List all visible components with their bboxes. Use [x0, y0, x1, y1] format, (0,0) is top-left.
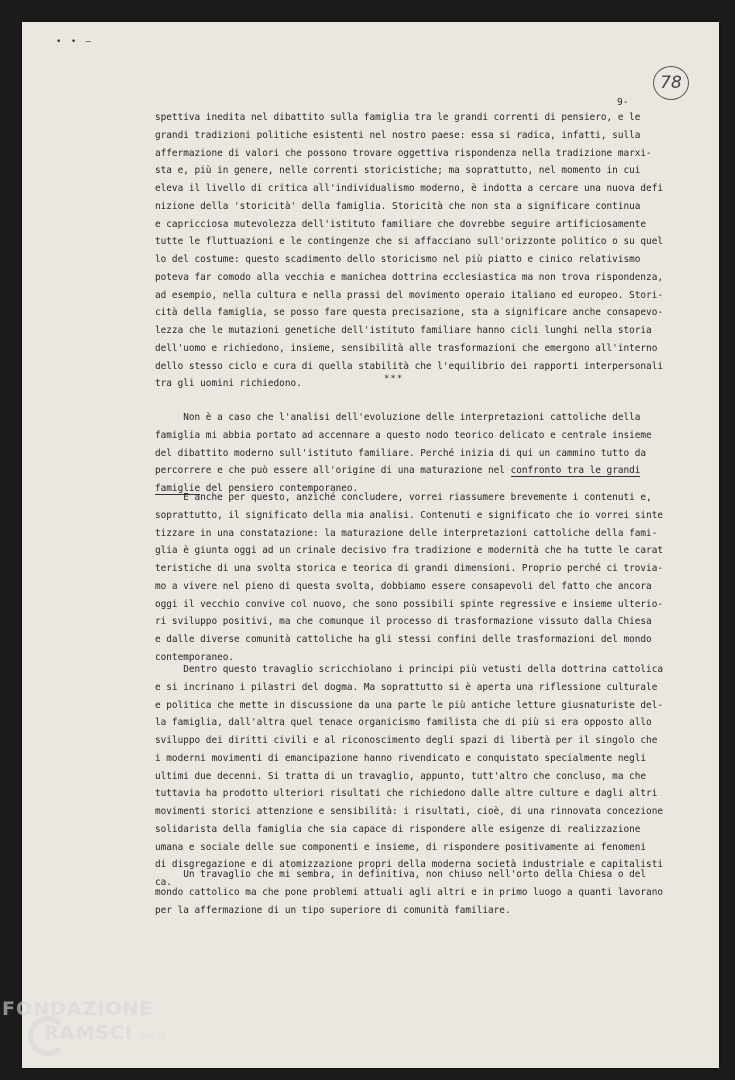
line: dell'uomo e richiedono, insieme, sensibilità alle trasformazioni che emergono all'interno — [155, 342, 658, 354]
line: solidarista della famiglia che sia capace di rispondere alle esigenze di realizzazione — [155, 823, 641, 835]
line: Dentro questo travaglio scricchiolano i principi più vetusti della dottrina cattolica — [155, 664, 663, 675]
line: cità della famiglia, se posso fare questa precisazione, sta a significare anche consapevo- — [155, 307, 663, 319]
line: la famiglia, dall'altra quel tenace organicismo familista che di più si era opposto allo — [155, 717, 652, 729]
section-separator: *** — [384, 374, 404, 384]
line: sta e, più in genere, nelle correnti storicistiche; ma soprattutto, nel momento in cui — [155, 165, 641, 177]
paragraph-1 — [155, 109, 663, 393]
watermark-line-2: RAMSCI onlus — [44, 1022, 166, 1044]
line: tizzare in una constatazione: la maturazione delle interpretazioni cattoliche della fami- — [155, 527, 658, 539]
underlined-phrase: confronto tra le grandi — [510, 465, 641, 477]
line: eleva il livello di critica all'individualismo moderno, è indotta a cercare una nuova defi — [155, 183, 663, 194]
line: poteva far comodo alla vecchia e manichea dottrina ecclesiastica ma non trova rispondenza, — [155, 271, 663, 283]
line: oggi il vecchio convive col nuovo, che sono possibili spinte regressive e insieme ulterio- — [155, 598, 663, 610]
line: teristiche di una svolta storica e teorica di grandi dimensioni. Proprio perché ci trovia- — [155, 563, 663, 574]
line: lo del costume: questo scadimento dello storicismo nel più piatto e cinico relativismo — [155, 254, 641, 265]
line: e dalle diverse comunità cattoliche ha gli stessi confini delle trasformazioni del mondo — [155, 634, 652, 645]
corner-mark: • • ‒ — [56, 37, 94, 47]
line: e capricciosa mutevolezza dell'istituto familiare che dovrebbe seguire artificiosamente — [155, 218, 647, 230]
line: ca. — [155, 877, 172, 888]
folio-number-circled: 78 — [653, 66, 689, 100]
line: affermazione di valori che possono trovare oggettiva rispondenza nella tradizione marxi- — [155, 147, 652, 159]
paragraph-3 — [155, 489, 663, 667]
watermark-line-1: FONDAZIONE — [2, 998, 154, 1020]
line: contemporaneo. — [155, 651, 235, 663]
archive-watermark — [2, 998, 166, 1044]
line: Un travaglio che mi sembra, in definitiva, non chiuso nell'orto della Chiesa o del — [155, 869, 647, 880]
line: ri sviluppo positivi, ma che comunque il processo di trasformazione vissuto dalla Chiesa — [155, 616, 652, 628]
line: per la affermazione di un tipo superiore di comunità familiare. — [155, 904, 511, 916]
line: ad esempio, nella cultura e nella prassi del movimento operaio italiano ed europeo. Stori- — [155, 289, 663, 301]
line: ultimi due decenni. Si tratta di un travaglio, appunto, tutt'altro che concluso, ma che — [155, 770, 647, 782]
line: del dibattito moderno sull'istituto familiare. Perché inizia di qui un cammino tutto da — [155, 447, 647, 459]
line: E anche per questo, anziché concludere, vorrei riassumere brevemente i contenuti e, — [155, 492, 652, 503]
line: soprattutto, il significato della mia analisi. Contenuti e significato che io vorrei sinte — [155, 509, 663, 521]
line: mo a vivere nel pieno di questa svolta, dobbiamo essere consapevoli del fatto che ancora — [155, 580, 652, 592]
paragraph-2 — [155, 409, 652, 498]
line: nizione della 'storicità' della famiglia. Storicità che non sta a significare continua — [155, 200, 641, 212]
line: famiglia mi abbia portato ad accennare a questo nodo teorico delicato e centrale insieme — [155, 429, 652, 441]
line: mondo cattolico ma che pone problemi attuali agli altri e in primo luogo a quanti lavorano — [155, 886, 663, 898]
line: glia è giunta oggi ad un crinale decisivo fra tradizione e modernità che ha tutte le carat — [155, 545, 663, 557]
line: di disgregazione e di atomizzazione propri della moderna società industriale e capitalisti — [155, 859, 663, 871]
page-number: 9- — [617, 97, 629, 108]
line: tuttavia ha prodotto ulteriori risultati che richiedono dalle altre culture e dagli altri — [155, 788, 658, 800]
line: lezza che le mutazioni genetiche dell'istituto familiare hanno cicli lunghi nella storia — [155, 325, 652, 336]
line-end: del pensiero contemporaneo. — [200, 483, 359, 494]
line: tutte le fluttuazioni e le contingenze che si affacciano sull'orizzonte politico o su quel — [155, 236, 663, 248]
line: Non è a caso che l'analisi dell'evoluzione delle interpretazioni cattoliche della — [155, 412, 641, 423]
line: tra gli uomini richiedono. — [155, 378, 302, 390]
line: movimenti storici attenzione e sensibilità: i risultati, cioè, di una rinnovata concezione — [155, 806, 663, 817]
line: dello stesso ciclo e cura di quella stabilità che l'equilibrio dei rapporti interpersonali — [155, 360, 663, 372]
line: i moderni movimenti di emancipazione hanno rivendicato e conquistato specialmente negli — [155, 752, 647, 764]
line: e si incrinano i pilastri del dogma. Ma soprattutto si è aperta una riflessione culturale — [155, 681, 658, 693]
line: umana e sociale delle sue componenti e insieme, di rispondere positivamente ai fenomeni — [155, 841, 647, 853]
paragraph-5 — [155, 866, 663, 919]
line-start: percorrere e che può essere all'origine di una maturazione nel — [155, 465, 511, 477]
line: grandi tradizioni politiche esistenti nel nostro paese: essa si radica, infatti, sulla — [155, 129, 641, 141]
line: spettiva inedita nel dibattito sulla famiglia tra le grandi correnti di pensiero, e le — [155, 112, 641, 123]
underlined-phrase: famiglie — [155, 483, 201, 494]
line: e politica che mette in discussione da una parte le più antiche letture giusnaturiste del- — [155, 699, 663, 711]
line: sviluppo dei diritti civili e al riconoscimento degli spazi di libertà per il singolo che — [155, 735, 658, 746]
